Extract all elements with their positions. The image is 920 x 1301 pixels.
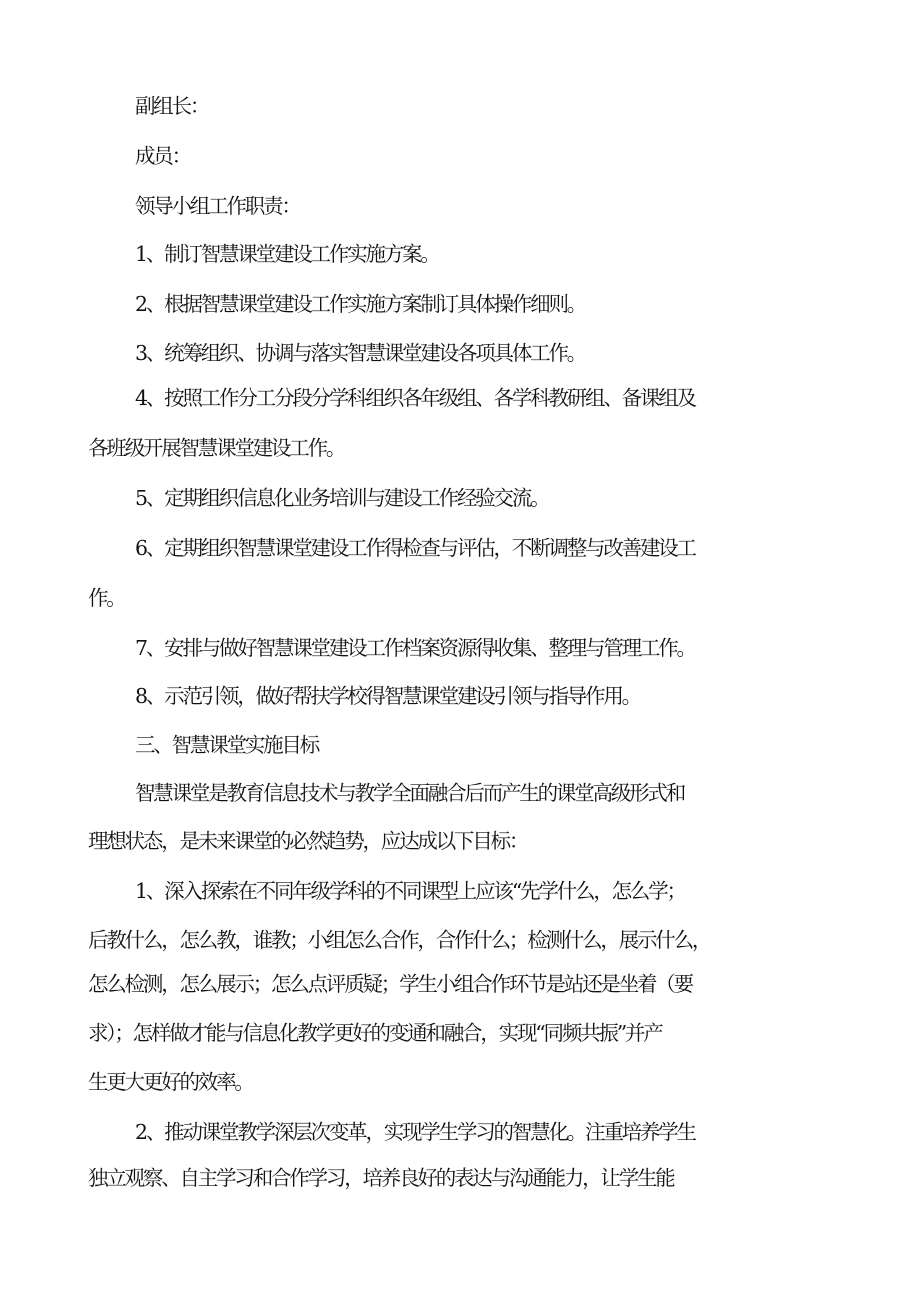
duty-item-6-line-2: 作。	[88, 586, 125, 610]
duty-item-4-line-2: 各班级开展智慧课堂建设工作。	[88, 436, 345, 460]
duty-item-2: 2、根据智慧课堂建设工作实施方案制订具体操作细则。	[135, 292, 586, 316]
duty-item-3: 3、统筹组织、协调与落实智慧课堂建设各项具体工作。	[135, 341, 586, 365]
goal-1-line-1: 1、深入探索在不同年级学科的不同课型上应该“先学什么，怎么学；	[135, 879, 685, 903]
duty-item-8: 8、示范引领，做好帮扶学校得智慧课堂建设引领与指导作用。	[135, 684, 640, 708]
section-3-heading: 三、智慧课堂实施目标	[135, 733, 318, 757]
goal-2-line-1: 2、推动课堂教学深层次变革，实现学生学习的智慧化。注重培养学生	[135, 1120, 695, 1144]
goal-1-line-5: 生更大更好的效率。	[88, 1070, 253, 1094]
vice-leader-label: 副组长：	[135, 94, 209, 118]
duty-item-5: 5、定期组织信息化业务培训与建设工作经验交流。	[135, 486, 549, 510]
section-3-intro-line-1: 智慧课堂是教育信息技术与教学全面融合后而产生的课堂高级形式和	[135, 781, 684, 805]
section-3-intro-line-2: 理想状态，是未来课堂的必然趋势，应达成以下目标：	[88, 829, 528, 853]
goal-1-line-4: 求）；怎样做才能与信息化教学更好的变通和融合，实现“同频共振”并产	[88, 1021, 662, 1045]
goal-2-line-2: 独立观察、自主学习和合作学习，培养良好的表达与沟通能力，让学生能	[88, 1166, 674, 1190]
members-label: 成员：	[135, 144, 190, 168]
duty-item-6-line-1: 6、定期组织智慧课堂建设工作得检查与评估，不断调整与改善建设工	[135, 536, 695, 560]
duty-item-1: 1、制订智慧课堂建设工作实施方案。	[135, 242, 439, 266]
duty-item-4-line-1: 4、按照工作分工分段分学科组织各年级组、各学科教研组、备课组及	[135, 386, 695, 410]
duty-item-7: 7、安排与做好智慧课堂建设工作档案资源得收集、整理与管理工作。	[135, 636, 695, 660]
duties-heading: 领导小组工作职责：	[135, 194, 300, 218]
goal-1-line-3: 怎么检测，怎么展示；怎么点评质疑；学生小组合作环节是站还是坐着（要	[88, 972, 692, 996]
goal-1-line-2: 后教什么，怎么教，谁教；小组怎么合作，合作什么；检测什么，展示什么，	[88, 928, 711, 952]
